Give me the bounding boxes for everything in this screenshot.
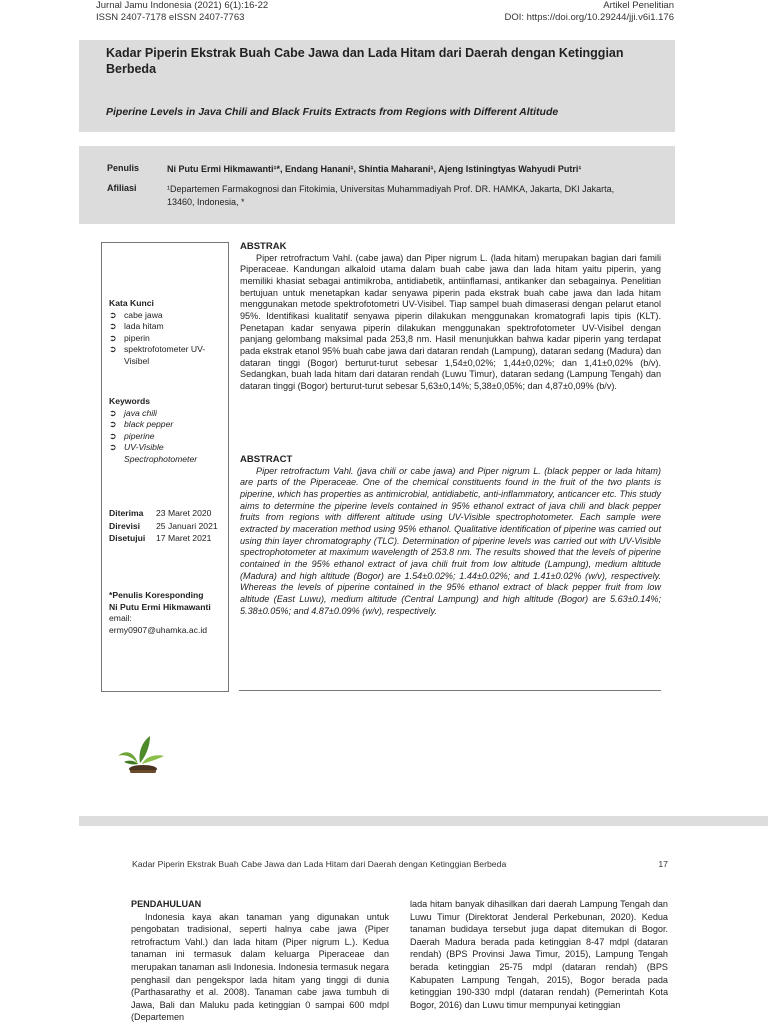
arrow-bullet-icon: ➲: [109, 309, 117, 320]
email-label: email:: [109, 613, 132, 623]
article-sidebar: [101, 242, 229, 692]
section-divider: [239, 690, 661, 691]
date-row: Disetujui 17 Maret 2021: [109, 533, 212, 543]
keywords-section: [109, 396, 227, 465]
author-box: [79, 146, 675, 224]
article-doi[interactable]: DOI: https://doi.org/10.29244/jji.v6i1.176: [504, 12, 674, 23]
keywords-heading: Keywords: [109, 396, 151, 406]
kata-kunci-item: ➲ spektrofotometer UV-Visibel: [109, 344, 206, 366]
section-heading: PENDAHULUAN: [131, 899, 202, 909]
authors-label: Penulis: [107, 163, 140, 173]
corresponding-name: Ni Putu Ermi Hikmawanti: [109, 601, 211, 612]
page-separator-band: [79, 816, 768, 826]
authors-value: Ni Putu Ermi Hikmawanti¹*, Endang Hanani¹, Shintia Maharani¹, Ajeng Istiningtyas Wahyudi Putri¹: [167, 164, 582, 174]
affiliation-value: ¹Departemen Farmakognosi dan Fitokimia, Universitas Muhammadiyah Prof. DR. HAMKA, Jakarta, DKI Jakarta, 13460, Indonesia, *: [167, 184, 615, 207]
corresponding-label: *Penulis Koresponding: [109, 590, 204, 600]
journal-issn: ISSN 2407-7178 eISSN 2407-7763: [96, 12, 245, 23]
date-row: Diterima 23 Maret 2020: [109, 508, 212, 518]
journal-logo-icon: [116, 734, 168, 778]
article-info: [504, 0, 674, 24]
kata-kunci-item: ➲ cabe jawa: [109, 309, 163, 320]
running-title: Kadar Piperin Ekstrak Buah Cabe Jawa dan Lada Hitam dari Daerah dengan Ketinggian Berbeda: [132, 859, 507, 869]
corresponding-section: [109, 590, 227, 636]
title-box: [79, 40, 675, 132]
arrow-bullet-icon: ➲: [109, 419, 117, 429]
arrow-bullet-icon: ➲: [109, 430, 117, 441]
body-column-right: [410, 898, 668, 1011]
affiliation-label: Afiliasi: [107, 183, 137, 193]
arrow-bullet-icon: ➲: [109, 321, 117, 331]
keyword-item: ➲ java chili: [109, 407, 157, 418]
keyword-item: ➲ black pepper: [109, 419, 174, 429]
kata-kunci-item: ➲ piperin: [109, 332, 150, 343]
dates-section: [109, 507, 227, 545]
arrow-bullet-icon: ➲: [109, 332, 117, 343]
abstrak-heading: ABSTRAK: [240, 241, 287, 252]
abstract-heading: ABSTRACT: [240, 454, 293, 465]
date-row: Direvisi 25 Januari 2021: [109, 520, 218, 531]
kata-kunci-heading: Kata Kunci: [109, 298, 154, 308]
kata-kunci-item: ➲ lada hitam: [109, 321, 164, 331]
arrow-bullet-icon: ➲: [109, 344, 117, 354]
journal-citation: Jurnal Jamu Indonesia (2021) 6(1):16-22: [96, 0, 269, 11]
abstrak-text: Piper retrofractum Vahl. (cabe jawa) dan Piper nigrum L. (lada hitam) merupakan bagian dari famili Piperaceae. Kandungan alkaloid utama dalam buah cabe jawa dan lada hitam yaitu piperin, yang memiliki khasiat sebagai antimikroba, antidiabetik, antiinflamasi, antikanker dan sebagainya. Penelitian bertujuan untuk menetapkan kadar senyawa piperin pada ekstrak buah cabe jawa dan lada hitam menggunakan metode spektrofotometri UV-Visibel. Tiap sampel buah dimaserasi dengan pelarut etanol 95%. Identifikasi kualitatif senyawa piperin dilakukan menggunakan kromatografi lapis tipis (KLT). Penetapan kadar senyawa piperin dilakukan menggunakan spektrofotometer UV-Visibel dengan panjang gelombang maksimal pada 253,8 nm. Hasil menunjukkan bahwa kadar piperin yang terdapat pada ekstrak etanol 95% buah cabe jawa dari dataran rendah (Lampung), dataran sedang (Madura) dan dataran tinggi (Bogor) berturut-turut sebesar 1,54±0,02%; 1,44±0,02%; dan 1,41±0,02% (b/v). Sedangkan, buah lada hitam dari dataran rendah (Luwu Timur), dataran sedang (Lampung Tengah) dan dataran tinggi (Bogor) berturut-turut sebesar 5,63±0,14%; 5,38±0,05%; dan 4,87±0,09% (b/v).: [240, 252, 661, 391]
keyword-item: ➲ UV-Visible Spectrophotometer: [109, 442, 198, 464]
article-type: Artikel Penelitian: [603, 0, 674, 11]
email-link[interactable]: ermy0907@uhamka.ac.id: [109, 624, 208, 635]
body-column-left: [131, 898, 389, 1024]
running-header: [132, 859, 668, 869]
kata-kunci-section: [109, 298, 227, 367]
arrow-bullet-icon: ➲: [109, 407, 117, 418]
journal-info: [96, 0, 268, 24]
abstract-section: [240, 454, 661, 617]
abstract-text: Piper retrofractum Vahl. (java chili or cabe jawa) and Piper nigrum L. (black pepper or lada hitam) are parts of the Piperaceae. One of the chemical constituents found in the fruit of the two plants is piperine, which has properties as antimicrobial, antidiabetic, anti-inflammatory, anticancer etc. This study aims to determine the piperine levels contained in 95% ethanol extract of java chili and black pepper fruits from regions with different altitude using UV-Visible spectrophotometer. Each sample were extracted by maceration method using 95% ethanol. Qualitative identification of piperine was carried out using thin layer chromatography (TLC). Determination of piperine levels was carried out with UV-Visible spectrophotometer at maximum wavelength of 253.8 nm. The results showed that the levels of piperine contained in the 95% ethanol extract of java chili fruit from low altitude (Lampung), medium altitude (Madura) and high altitude (Bogor) are 1.54±0.02%; 1.44±0.02%; and 1.41±0.02% (w/v), respectively. Whereas the levels of piperine contained in the 95% ethanol extract of black pepper fruit from low altitude (East Luwu), medium altitude (Central Lampung) and high altitude (Bogor) are 5.63±0.14%; 5.38±0.05%; and 4.87±0.09% (w/v), respectively.: [240, 465, 661, 616]
body-paragraph: Indonesia kaya akan tanaman yang digunakan untuk pengobatan tradisional, seperti halnya cabe jawa (Piper retrofractum Vahl.) dan lada hitam (Piper nigrum L.). Kedua tanaman ini termasuk dalam keluarga Piperaceae dan merupakan tanaman asli Indonesia. Indonesia termasuk negara penghasil dan pengekspor lada hitam yang tinggi di dunia (Parthasarathy et al. 2008). Tanaman cabe jawa tumbuh di Jawa, Bali dan Maluku pada ketinggian 0 sampai 600 mdpl (Departemen: [131, 911, 389, 1023]
keyword-item: ➲ piperine: [109, 430, 155, 441]
title-english: Piperine Levels in Java Chili and Black Fruits Extracts from Regions with Different Altitude: [106, 106, 559, 118]
title-indonesian: Kadar Piperin Ekstrak Buah Cabe Jawa dan Lada Hitam dari Daerah dengan Ketinggian Berbeda: [106, 46, 624, 76]
body-paragraph: lada hitam banyak dihasilkan dari daerah Lampung Tengah dan Luwu Timur (Direktorat Jenderal Perkebunan, 2020). Kedua tanaman budidaya tersebut juga dapat ditemukan di Bogor. Daerah Madura berada pada ketinggian 8-47 mdpl (dataran rendah) (BPS Provinsi Jawa Timur, 2015), Lampung Tengah berada ketinggian 25-75 mdpl (dataran rendah) (BPS Kabupaten Lampung Tengah, 2015), Bogor berada pada ketinggian 190-330 mdpl (dataran rendah) (Pemerintah Kota Bogor, 2016) dan Luwu timur mempunyai ketinggian: [410, 899, 668, 1010]
arrow-bullet-icon: ➲: [109, 442, 117, 452]
page-number: 17: [658, 859, 668, 869]
abstrak-section: [240, 241, 661, 393]
